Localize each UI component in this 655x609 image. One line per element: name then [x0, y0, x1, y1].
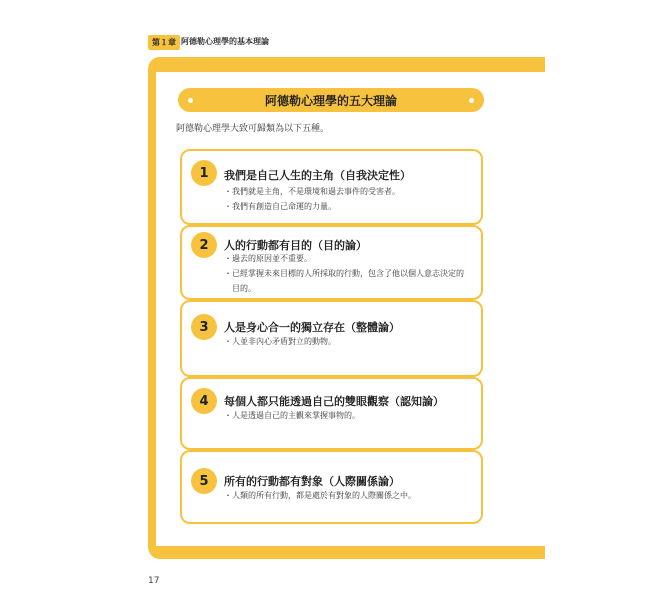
theory-title: 人的行動都有目的（目的論）	[224, 239, 367, 252]
number-badge: 3	[191, 314, 217, 340]
number-badge: 4	[191, 388, 217, 414]
chapter-tag: 第１章	[148, 35, 180, 50]
page-number: 17	[148, 576, 160, 586]
bullet-dot-icon	[188, 98, 193, 103]
theory-card-3	[180, 300, 483, 377]
theory-title: 人是身心合一的獨立存在（整體論）	[224, 321, 400, 334]
section-heading-text: 阿德勒心理學的五大理論	[264, 93, 397, 108]
theory-bullet: ・ 過去的原因並不重要。	[224, 251, 471, 266]
number-badge: 1	[191, 160, 217, 186]
theory-card-5	[180, 450, 483, 524]
theory-card-1	[180, 149, 483, 225]
theory-title: 每個人都只能透過自己的雙眼觀察（認知論）	[224, 395, 444, 408]
theory-card-4	[180, 377, 483, 450]
section-heading	[178, 88, 484, 112]
intro-text: 阿德勒心理學大致可歸類為以下五種。	[176, 124, 330, 134]
theory-title: 我們是自己人生的主角（自我決定性）	[224, 169, 411, 182]
number-badge: 5	[191, 468, 217, 494]
theory-card-2	[180, 225, 483, 300]
theory-bullet: ・ 我們就是主角，不是環境和過去事件的受害者。	[224, 184, 471, 199]
theory-title: 所有的行動都有對象（人際關係論）	[224, 475, 400, 488]
theory-bullet: ・ 人類的所有行動，都是處於有對象的人際關係之中。	[224, 488, 471, 503]
theory-bullet: ・ 人是透過自己的主觀來掌握事物的。	[224, 408, 471, 423]
theory-bullet: ・ 我們有創造自己命運的力量。	[224, 199, 471, 214]
chapter-title: 阿德勒心理學的基本理論	[181, 37, 269, 46]
number-badge: 2	[191, 232, 217, 258]
theory-bullet: ・ 人並非內心矛盾對立的動物。	[224, 334, 471, 349]
theory-bullet: ・ 已經掌握未來目標的人所採取的行動，包含了他以個人意志決定的目的。	[224, 266, 471, 296]
bullet-dot-icon	[469, 98, 474, 103]
